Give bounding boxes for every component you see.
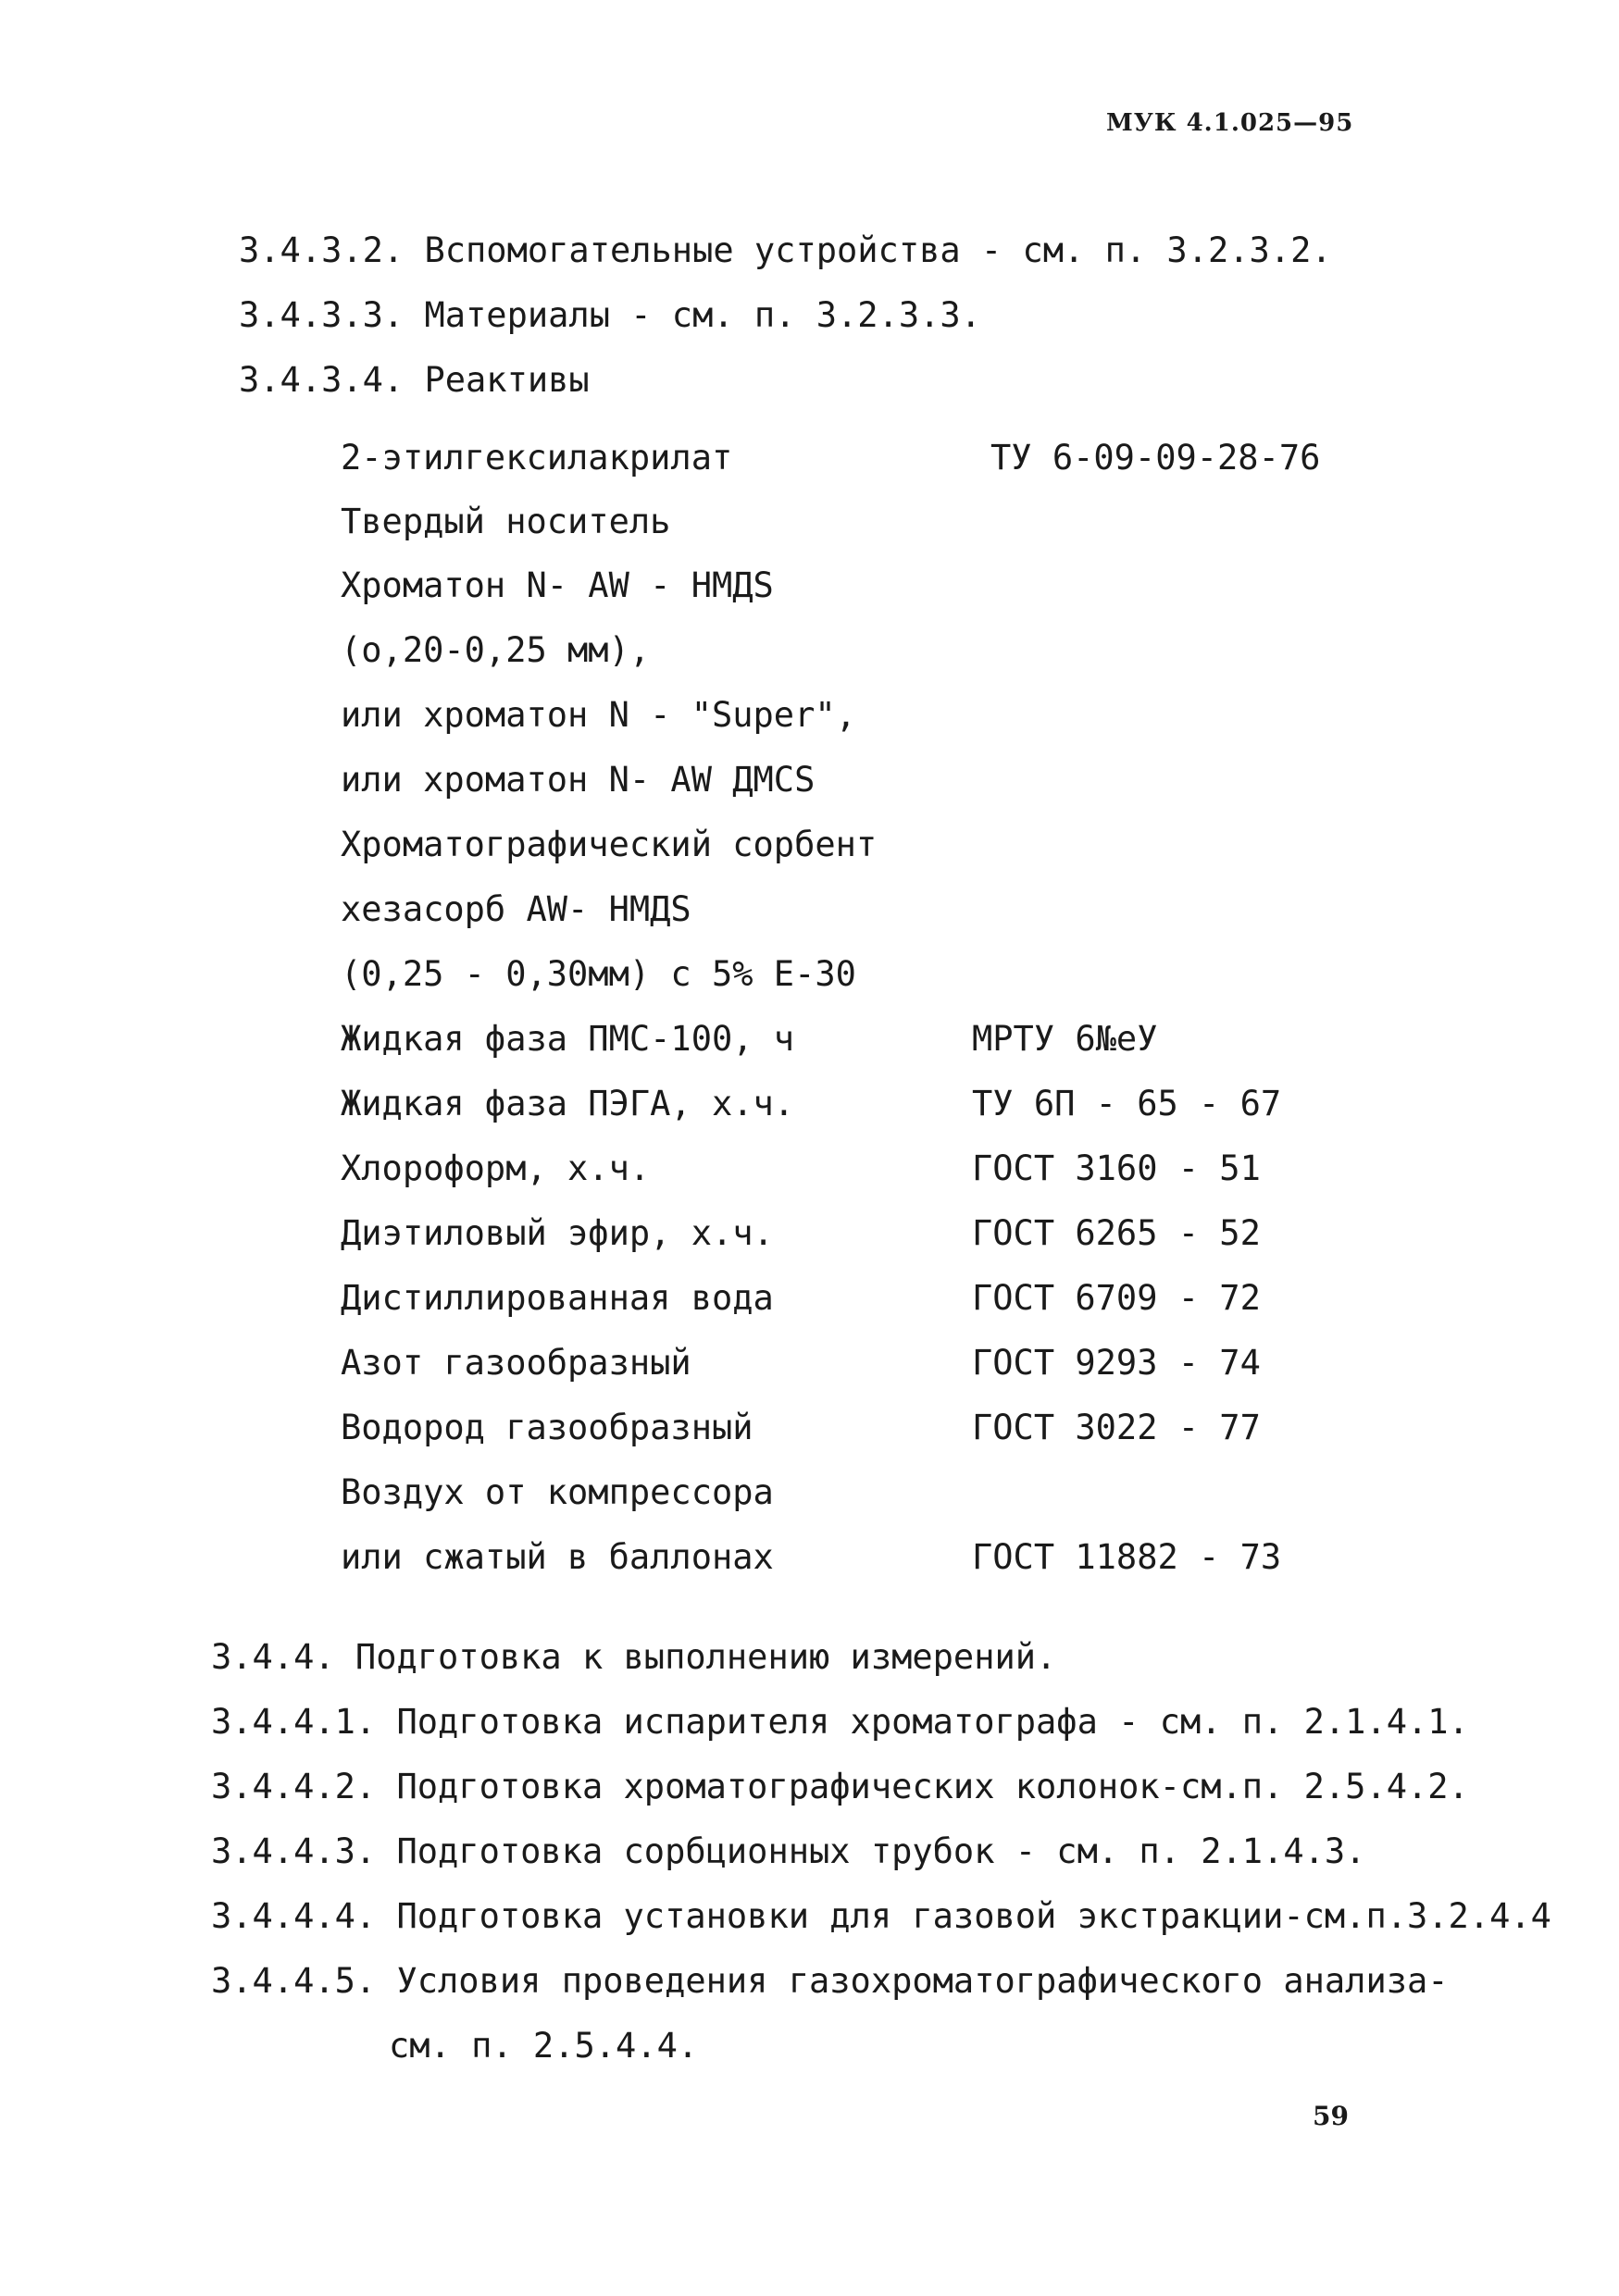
reagent-name: (0,25 - 0,30мм) с 5% Е-30 bbox=[341, 954, 856, 994]
reagent-name: Хроматон N- AW - HMДS bbox=[341, 565, 774, 605]
reagent-spec: ГОСТ 3160 - 51 bbox=[972, 1148, 1261, 1188]
page-number: 59 bbox=[1313, 2101, 1349, 2131]
reagent-name: Хроматографический сорбент bbox=[341, 825, 878, 864]
reagent-spec: ТУ 6-09-09-28-76 bbox=[990, 438, 1321, 478]
section-3-4-4: 3.4.4. Подготовка к выполнению измерений. bbox=[211, 1637, 1057, 1677]
reagent-name: или сжатый в баллонах bbox=[341, 1537, 774, 1577]
section-3-4-4-2: 3.4.4.2. Подготовка хроматографических колонок-см.п. 2.5.4.2. bbox=[211, 1767, 1469, 1806]
reagent-name: Жидкая фаза ПМС-100, ч bbox=[341, 1019, 795, 1059]
reagent-spec: ГОСТ 9293 - 74 bbox=[972, 1343, 1261, 1383]
reagent-spec: ГОСТ 11882 - 73 bbox=[972, 1537, 1282, 1577]
reagent-spec: ГОСТ 6265 - 52 bbox=[972, 1213, 1261, 1253]
reagent-spec: МРТУ 6№еУ bbox=[972, 1019, 1158, 1059]
reagent-name: (о,20-0,25 мм), bbox=[341, 630, 651, 670]
section-3-4-3-3: 3.4.3.3. Материалы - см. п. 3.2.3.3. bbox=[239, 295, 981, 335]
reagent-name: Диэтиловый эфир, х.ч. bbox=[341, 1213, 774, 1253]
reagent-name: Дистиллированная вода bbox=[341, 1278, 774, 1318]
reagent-name: Хлороформ, х.ч. bbox=[341, 1148, 651, 1188]
reagent-name: Водород газообразный bbox=[341, 1408, 753, 1447]
section-3-4-4-5-continuation: см. п. 2.5.4.4. bbox=[389, 2026, 699, 2066]
section-3-4-4-3: 3.4.4.3. Подготовка сорбционных трубок - см. п. 2.1.4.3. bbox=[211, 1831, 1366, 1871]
section-3-4-4-4: 3.4.4.4. Подготовка установки для газовой экстракции-см.п.3.2.4.4 bbox=[211, 1896, 1551, 1936]
section-3-4-3-2: 3.4.3.2. Вспомогательные устройства - см. п. 3.2.3.2. bbox=[239, 230, 1332, 270]
reagent-name: Азот газообразный bbox=[341, 1343, 691, 1383]
reagent-spec: ГОСТ 6709 - 72 bbox=[972, 1278, 1261, 1318]
reagent-name: хезасорб AW- HMДS bbox=[341, 889, 691, 929]
reagent-spec: ТУ 6П - 65 - 67 bbox=[972, 1084, 1282, 1123]
section-3-4-4-1: 3.4.4.1. Подготовка испарителя хроматографа - см. п. 2.1.4.1. bbox=[211, 1702, 1469, 1742]
reagent-name: Воздух от компрессора bbox=[341, 1472, 774, 1512]
reagent-name: Жидкая фаза ПЭГА, х.ч. bbox=[341, 1084, 795, 1123]
reagent-name: 2-этилгексилакрилат bbox=[341, 438, 733, 478]
reagent-name: Твердый носитель bbox=[341, 502, 671, 541]
reagent-name: или хроматон N - "Super", bbox=[341, 695, 856, 735]
reagent-spec: ГОСТ 3022 - 77 bbox=[972, 1408, 1261, 1447]
document-code: МУК 4.1.025—95 bbox=[1106, 109, 1354, 137]
section-3-4-3-4: 3.4.3.4. Реактивы bbox=[239, 360, 590, 400]
section-3-4-4-5: 3.4.4.5. Условия проведения газохроматографического анализа- bbox=[211, 1961, 1449, 2001]
reagent-name: или хроматон N- AW ДМСS bbox=[341, 760, 816, 800]
